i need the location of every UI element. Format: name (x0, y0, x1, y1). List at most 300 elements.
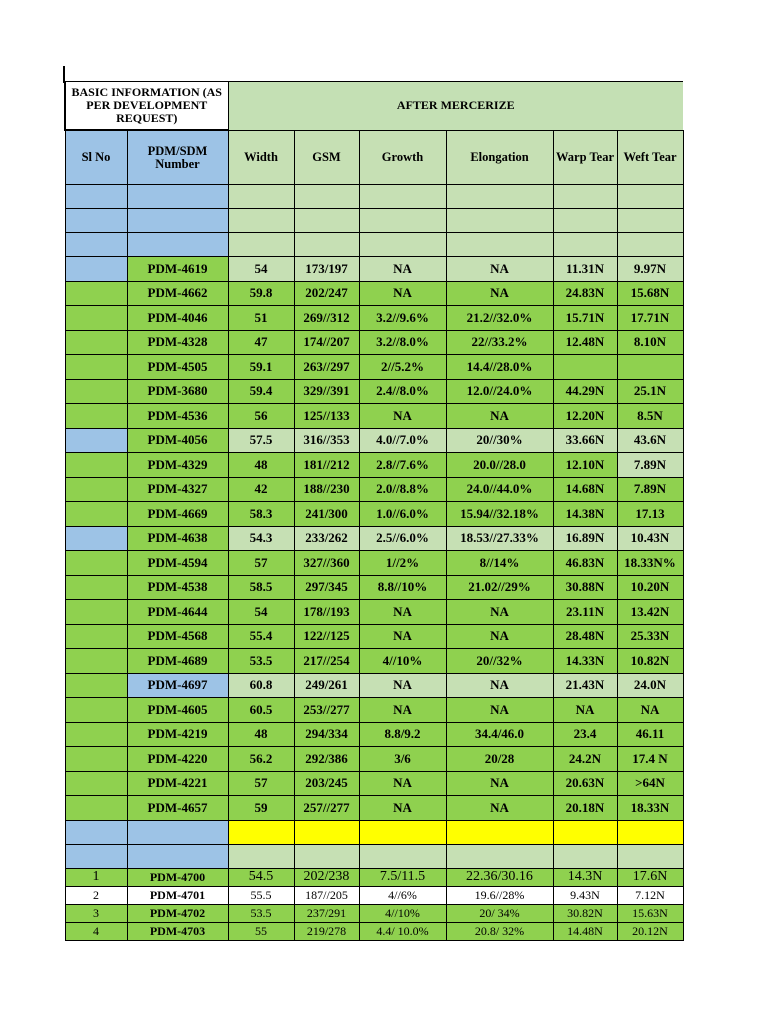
empty-cell (359, 209, 446, 233)
empty-cell (446, 209, 553, 233)
width-cell: 59.8 (228, 281, 294, 306)
elongation-cell: 20/ 34% (446, 904, 553, 922)
elongation-cell: 20//30% (446, 428, 553, 453)
warp-tear-cell: 14.33N (553, 649, 617, 674)
empty-cell (359, 233, 446, 257)
table-row (65, 477, 683, 502)
pdm-number-cell: PDM-4220 (127, 747, 228, 772)
growth-cell: 2.0//8.8% (359, 477, 446, 502)
empty-cell (359, 820, 446, 844)
empty-cell (65, 820, 127, 844)
sl-no-cell (65, 796, 127, 821)
sl-no-cell (65, 257, 127, 282)
warp-tear-cell: 14.3N (553, 868, 617, 886)
growth-cell: 3.2//9.6% (359, 306, 446, 331)
empty-cell (65, 209, 127, 233)
growth-cell: 4.4/ 10.0% (359, 922, 446, 940)
table-row (65, 673, 683, 698)
empty-cell (617, 209, 683, 233)
gsm-cell: 263//297 (294, 355, 359, 380)
table-row (65, 904, 683, 922)
empty-cell (553, 844, 617, 868)
table-row (65, 624, 683, 649)
elongation-cell: NA (446, 281, 553, 306)
growth-cell: 8.8/9.2 (359, 722, 446, 747)
pdm-number-cell: PDM-4657 (127, 796, 228, 821)
sl-no-cell: 3 (65, 904, 127, 922)
sl-no-cell (65, 477, 127, 502)
sl-no-cell (65, 771, 127, 796)
empty-cell (294, 820, 359, 844)
weft-tear-cell: 8.10N (617, 330, 683, 355)
pdm-number-cell: PDM-4594 (127, 551, 228, 576)
table-row (65, 722, 683, 747)
sl-no-cell (65, 649, 127, 674)
growth-cell: 1.0//6.0% (359, 502, 446, 527)
warp-tear-cell: 12.48N (553, 330, 617, 355)
growth-cell: 4.0//7.0% (359, 428, 446, 453)
empty-cell (228, 209, 294, 233)
growth-cell: 7.5/11.5 (359, 868, 446, 886)
width-cell: 54 (228, 257, 294, 282)
gsm-cell: 327//360 (294, 551, 359, 576)
warp-tear-cell: 14.48N (553, 922, 617, 940)
empty-cell (127, 233, 228, 257)
empty-cell (65, 844, 127, 868)
elongation-cell: 12.0//24.0% (446, 379, 553, 404)
empty-cell (294, 233, 359, 257)
table-row (65, 771, 683, 796)
pdm-number-cell: PDM-4703 (127, 922, 228, 940)
col-header-pdm-number: PDM/SDM Number (127, 130, 228, 185)
empty-cell (617, 844, 683, 868)
weft-tear-cell: >64N (617, 771, 683, 796)
warp-tear-cell: 15.71N (553, 306, 617, 331)
empty-cell (553, 209, 617, 233)
pdm-number-cell: PDM-4689 (127, 649, 228, 674)
growth-cell: NA (359, 771, 446, 796)
width-cell: 53.5 (228, 649, 294, 674)
elongation-cell: NA (446, 796, 553, 821)
table-row (65, 575, 683, 600)
pdm-number-cell: PDM-4536 (127, 404, 228, 429)
warp-tear-cell: 20.63N (553, 771, 617, 796)
width-cell: 56 (228, 404, 294, 429)
gsm-cell: 294/334 (294, 722, 359, 747)
table-row (65, 404, 683, 429)
gsm-cell: 188//230 (294, 477, 359, 502)
sl-no-cell (65, 330, 127, 355)
elongation-cell: 15.94//32.18% (446, 502, 553, 527)
weft-tear-cell: 15.68N (617, 281, 683, 306)
table-row (65, 281, 683, 306)
col-header-sl-no: Sl No (65, 130, 127, 185)
pdm-number-cell: PDM-4505 (127, 355, 228, 380)
growth-cell: 1//2% (359, 551, 446, 576)
warp-tear-cell: 20.18N (553, 796, 617, 821)
width-cell: 58.3 (228, 502, 294, 527)
growth-cell: NA (359, 600, 446, 625)
width-cell: 59.1 (228, 355, 294, 380)
width-cell: 51 (228, 306, 294, 331)
weft-tear-cell: 7.89N (617, 453, 683, 478)
pdm-number-cell: PDM-4644 (127, 600, 228, 625)
sl-no-cell (65, 698, 127, 723)
weft-tear-cell: 7.12N (617, 886, 683, 904)
weft-tear-cell: 20.12N (617, 922, 683, 940)
weft-tear-cell (617, 355, 683, 380)
col-header-warp-tear: Warp Tear (553, 130, 617, 185)
weft-tear-cell: 18.33N (617, 796, 683, 821)
after-mercerize-header: AFTER MERCERIZE (228, 82, 683, 130)
sl-no-cell: 1 (65, 868, 127, 886)
empty-cell (617, 185, 683, 209)
elongation-cell: NA (446, 698, 553, 723)
growth-cell: 3.2//8.0% (359, 330, 446, 355)
sl-no-cell: 2 (65, 886, 127, 904)
gsm-cell: 241/300 (294, 502, 359, 527)
empty-cell (127, 820, 228, 844)
weft-tear-cell: 10.20N (617, 575, 683, 600)
warp-tear-cell (553, 355, 617, 380)
width-cell: 48 (228, 453, 294, 478)
growth-cell: NA (359, 796, 446, 821)
sl-no-cell (65, 624, 127, 649)
gsm-cell: 203/245 (294, 771, 359, 796)
warp-tear-cell: 24.2N (553, 747, 617, 772)
width-cell: 60.8 (228, 673, 294, 698)
blank-row (65, 844, 683, 868)
pdm-number-cell: PDM-4329 (127, 453, 228, 478)
pdm-number-cell: PDM-4568 (127, 624, 228, 649)
empty-cell (65, 233, 127, 257)
elongation-cell: NA (446, 771, 553, 796)
empty-cell (228, 185, 294, 209)
sl-no-cell (65, 306, 127, 331)
table-row (65, 922, 683, 940)
warp-tear-cell: 16.89N (553, 526, 617, 551)
empty-cell (294, 209, 359, 233)
pdm-number-cell: PDM-4701 (127, 886, 228, 904)
pdm-number-cell: PDM-4662 (127, 281, 228, 306)
elongation-cell: 19.6//28% (446, 886, 553, 904)
warp-tear-cell: 30.88N (553, 575, 617, 600)
pdm-number-cell: PDM-4638 (127, 526, 228, 551)
empty-cell (127, 209, 228, 233)
width-cell: 57 (228, 771, 294, 796)
sl-no-cell (65, 673, 127, 698)
width-cell: 57.5 (228, 428, 294, 453)
width-cell: 42 (228, 477, 294, 502)
width-cell: 54 (228, 600, 294, 625)
col-header-weft-tear: Weft Tear (617, 130, 683, 185)
elongation-cell: 8//14% (446, 551, 553, 576)
growth-cell: NA (359, 404, 446, 429)
table-row (65, 502, 683, 527)
table-row (65, 306, 683, 331)
warp-tear-cell: NA (553, 698, 617, 723)
blank-row (65, 209, 683, 233)
basic-info-header: BASIC INFORMATION (AS PER DEVELOPMENT REQUEST) (65, 82, 228, 130)
elongation-cell: 18.53//27.33% (446, 526, 553, 551)
warp-tear-cell: 14.68N (553, 477, 617, 502)
sl-no-cell (65, 428, 127, 453)
empty-cell (446, 233, 553, 257)
weft-tear-cell: 25.1N (617, 379, 683, 404)
blank-row (65, 185, 683, 209)
elongation-cell: 24.0//44.0% (446, 477, 553, 502)
gsm-cell: 329//391 (294, 379, 359, 404)
weft-tear-cell: 17.13 (617, 502, 683, 527)
gsm-cell: 237/291 (294, 904, 359, 922)
weft-tear-cell: 17.71N (617, 306, 683, 331)
empty-cell (553, 820, 617, 844)
empty-cell (617, 820, 683, 844)
growth-cell: NA (359, 698, 446, 723)
data-table (64, 82, 684, 941)
empty-cell (446, 844, 553, 868)
weft-tear-cell: 15.63N (617, 904, 683, 922)
gsm-cell: 249/261 (294, 673, 359, 698)
sl-no-cell (65, 281, 127, 306)
empty-cell (359, 185, 446, 209)
gsm-cell: 174//207 (294, 330, 359, 355)
weft-tear-cell: 24.0N (617, 673, 683, 698)
warp-tear-cell: 33.66N (553, 428, 617, 453)
table-row (65, 551, 683, 576)
width-cell: 55.4 (228, 624, 294, 649)
warp-tear-cell: 23.11N (553, 600, 617, 625)
elongation-cell: 34.4/46.0 (446, 722, 553, 747)
empty-cell (553, 233, 617, 257)
growth-cell: 3/6 (359, 747, 446, 772)
warp-tear-cell: 23.4 (553, 722, 617, 747)
table-row (65, 747, 683, 772)
blank-row (65, 233, 683, 257)
empty-cell (127, 844, 228, 868)
pdm-number-cell: PDM-4328 (127, 330, 228, 355)
growth-cell: 4//6% (359, 886, 446, 904)
growth-cell: 2.8//7.6% (359, 453, 446, 478)
width-cell: 55 (228, 922, 294, 940)
highlight-row (65, 820, 683, 844)
table-row (65, 868, 683, 886)
elongation-cell: 20//32% (446, 649, 553, 674)
elongation-cell: 20.8/ 32% (446, 922, 553, 940)
width-cell: 59 (228, 796, 294, 821)
pdm-number-cell: PDM-4619 (127, 257, 228, 282)
weft-tear-cell: 10.82N (617, 649, 683, 674)
sl-no-cell (65, 355, 127, 380)
weft-tear-cell: 7.89N (617, 477, 683, 502)
elongation-cell: NA (446, 404, 553, 429)
pdm-number-cell: PDM-4697 (127, 673, 228, 698)
growth-cell: 8.8//10% (359, 575, 446, 600)
gsm-cell: 297/345 (294, 575, 359, 600)
table-row (65, 649, 683, 674)
table-row (65, 698, 683, 723)
empty-cell (446, 185, 553, 209)
weft-tear-cell: 18.33N% (617, 551, 683, 576)
width-cell: 56.2 (228, 747, 294, 772)
growth-cell: 2.4//8.0% (359, 379, 446, 404)
warp-tear-cell: 44.29N (553, 379, 617, 404)
pdm-number-cell: PDM-4538 (127, 575, 228, 600)
sl-no-cell (65, 551, 127, 576)
warp-tear-cell: 24.83N (553, 281, 617, 306)
warp-tear-cell: 14.38N (553, 502, 617, 527)
elongation-cell: NA (446, 673, 553, 698)
weft-tear-cell: 25.33N (617, 624, 683, 649)
gsm-cell: 316//353 (294, 428, 359, 453)
weft-tear-cell: 17.4 N (617, 747, 683, 772)
empty-cell (359, 844, 446, 868)
growth-cell: NA (359, 624, 446, 649)
width-cell: 54.3 (228, 526, 294, 551)
elongation-cell: 21.02//29% (446, 575, 553, 600)
sl-no-cell (65, 379, 127, 404)
width-cell: 53.5 (228, 904, 294, 922)
gsm-cell: 187//205 (294, 886, 359, 904)
elongation-cell: NA (446, 600, 553, 625)
warp-tear-cell: 11.31N (553, 257, 617, 282)
elongation-cell: 22.36/30.16 (446, 868, 553, 886)
col-header-width: Width (228, 130, 294, 185)
gsm-cell: 181//212 (294, 453, 359, 478)
pdm-number-cell: PDM-4669 (127, 502, 228, 527)
width-cell: 54.5 (228, 868, 294, 886)
warp-tear-cell: 21.43N (553, 673, 617, 698)
width-cell: 55.5 (228, 886, 294, 904)
gsm-cell: 178//193 (294, 600, 359, 625)
sl-no-cell: 4 (65, 922, 127, 940)
growth-cell: NA (359, 257, 446, 282)
col-header-elongation: Elongation (446, 130, 553, 185)
gsm-cell: 269//312 (294, 306, 359, 331)
table-row (65, 526, 683, 551)
growth-cell: 2//5.2% (359, 355, 446, 380)
sl-no-cell (65, 453, 127, 478)
table-row (65, 428, 683, 453)
sl-no-cell (65, 600, 127, 625)
growth-cell: 2.5//6.0% (359, 526, 446, 551)
weft-tear-cell: 46.11 (617, 722, 683, 747)
pdm-number-cell: PDM-4605 (127, 698, 228, 723)
width-cell: 58.5 (228, 575, 294, 600)
gsm-cell: 292/386 (294, 747, 359, 772)
weft-tear-cell: NA (617, 698, 683, 723)
gsm-cell: 219/278 (294, 922, 359, 940)
empty-cell (228, 844, 294, 868)
col-header-gsm: GSM (294, 130, 359, 185)
pdm-number-cell: PDM-4700 (127, 868, 228, 886)
pdm-number-cell: PDM-4219 (127, 722, 228, 747)
gsm-cell: 125//133 (294, 404, 359, 429)
sl-no-cell (65, 722, 127, 747)
weft-tear-cell: 13.42N (617, 600, 683, 625)
empty-cell (446, 820, 553, 844)
gsm-cell: 257//277 (294, 796, 359, 821)
gsm-cell: 173/197 (294, 257, 359, 282)
weft-tear-cell: 8.5N (617, 404, 683, 429)
pdm-number-cell: PDM-4221 (127, 771, 228, 796)
pdm-number-cell: PDM-4327 (127, 477, 228, 502)
gsm-cell: 253//277 (294, 698, 359, 723)
width-cell: 59.4 (228, 379, 294, 404)
warp-tear-cell: 9.43N (553, 886, 617, 904)
table-row (65, 355, 683, 380)
warp-tear-cell: 12.20N (553, 404, 617, 429)
growth-cell: 4//10% (359, 904, 446, 922)
sl-no-cell (65, 575, 127, 600)
growth-cell: 4//10% (359, 649, 446, 674)
warp-tear-cell: 28.48N (553, 624, 617, 649)
pdm-number-cell: PDM-4046 (127, 306, 228, 331)
weft-tear-cell: 9.97N (617, 257, 683, 282)
weft-tear-cell: 43.6N (617, 428, 683, 453)
pdm-number-cell: PDM-3680 (127, 379, 228, 404)
table-row (65, 379, 683, 404)
sheet-corner-line (63, 66, 65, 82)
elongation-cell: 22//33.2% (446, 330, 553, 355)
width-cell: 48 (228, 722, 294, 747)
sl-no-cell (65, 526, 127, 551)
elongation-cell: NA (446, 624, 553, 649)
gsm-cell: 122//125 (294, 624, 359, 649)
gsm-cell: 202/238 (294, 868, 359, 886)
width-cell: 47 (228, 330, 294, 355)
col-header-growth: Growth (359, 130, 446, 185)
empty-cell (65, 185, 127, 209)
growth-cell: NA (359, 673, 446, 698)
sl-no-cell (65, 404, 127, 429)
weft-tear-cell: 10.43N (617, 526, 683, 551)
table-row (65, 257, 683, 282)
warp-tear-cell: 30.82N (553, 904, 617, 922)
gsm-cell: 217//254 (294, 649, 359, 674)
table-row (65, 886, 683, 904)
sl-no-cell (65, 747, 127, 772)
weft-tear-cell: 17.6N (617, 868, 683, 886)
pdm-number-cell: PDM-4702 (127, 904, 228, 922)
empty-cell (617, 233, 683, 257)
elongation-cell: 21.2//32.0% (446, 306, 553, 331)
table-row (65, 796, 683, 821)
empty-cell (553, 185, 617, 209)
empty-cell (228, 233, 294, 257)
empty-cell (294, 185, 359, 209)
width-cell: 60.5 (228, 698, 294, 723)
table-row (65, 330, 683, 355)
table-row (65, 453, 683, 478)
gsm-cell: 202/247 (294, 281, 359, 306)
warp-tear-cell: 12.10N (553, 453, 617, 478)
elongation-cell: NA (446, 257, 553, 282)
empty-cell (228, 820, 294, 844)
elongation-cell: 20/28 (446, 747, 553, 772)
sl-no-cell (65, 502, 127, 527)
empty-cell (127, 185, 228, 209)
elongation-cell: 14.4//28.0% (446, 355, 553, 380)
elongation-cell: 20.0//28.0 (446, 453, 553, 478)
width-cell: 57 (228, 551, 294, 576)
empty-cell (294, 844, 359, 868)
pdm-number-cell: PDM-4056 (127, 428, 228, 453)
warp-tear-cell: 46.83N (553, 551, 617, 576)
growth-cell: NA (359, 281, 446, 306)
gsm-cell: 233/262 (294, 526, 359, 551)
table-row (65, 600, 683, 625)
